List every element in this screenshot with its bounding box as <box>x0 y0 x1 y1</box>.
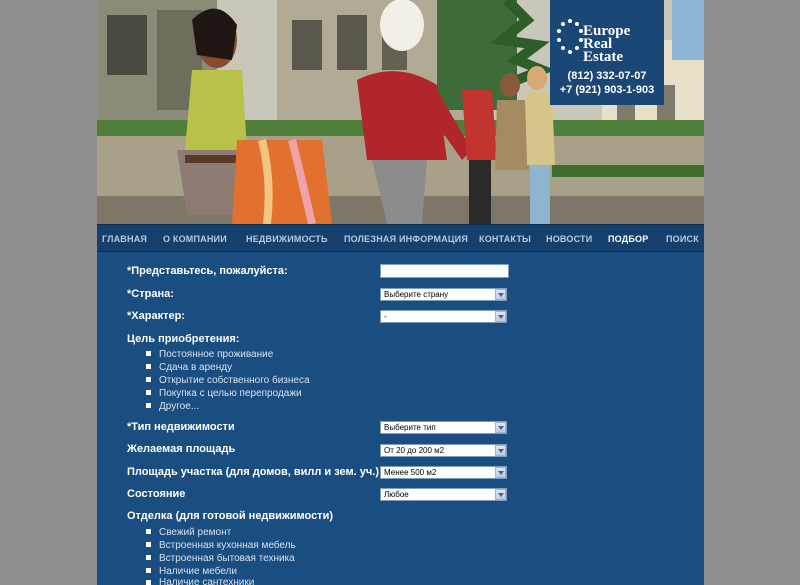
nav-useful-info[interactable]: ПОЛЕЗНАЯ ИНФОРМАЦИЯ <box>344 234 469 244</box>
area-select-value: От 20 до 200 м2 <box>384 446 445 455</box>
checkbox-purpose-3[interactable] <box>146 377 151 382</box>
finish-label: Отделка (для готовой недвижимости) <box>127 510 333 522</box>
chevron-down-icon[interactable] <box>495 422 506 433</box>
type-select[interactable] <box>380 421 507 434</box>
nav-search[interactable]: ПОИСК <box>666 234 699 244</box>
page-container <box>97 0 704 585</box>
logo-box[interactable] <box>550 0 664 105</box>
checkbox-purpose-4[interactable] <box>146 390 151 395</box>
area-select[interactable] <box>380 444 507 457</box>
logo-line-1: Europe <box>583 23 631 39</box>
purpose-option: Другое... <box>159 401 200 412</box>
chevron-down-icon[interactable] <box>495 467 506 478</box>
condition-label: Состояние <box>127 488 186 500</box>
name-input[interactable] <box>380 264 509 278</box>
checkbox-finish-5[interactable] <box>146 580 151 585</box>
nav-realty[interactable]: НЕДВИЖИМОСТЬ <box>246 234 328 244</box>
plot-select[interactable] <box>380 466 507 479</box>
checkbox-finish-2[interactable] <box>146 542 151 547</box>
checkbox-purpose-1[interactable] <box>146 351 151 356</box>
logo-text <box>583 25 630 64</box>
area-label: Желаемая площадь <box>127 443 236 455</box>
type-select-value: Выберите тип <box>384 423 436 432</box>
nav-contacts[interactable]: КОНТАКТЫ <box>479 234 532 244</box>
plot-select-value: Менее 500 м2 <box>384 468 437 477</box>
nav-home[interactable]: ГЛАВНАЯ <box>102 234 148 244</box>
finish-option: Наличие сантехники <box>159 577 255 585</box>
nav-selection[interactable]: ПОДБОР <box>608 234 649 244</box>
eu-stars-icon <box>555 18 585 58</box>
checkbox-finish-4[interactable] <box>146 568 151 573</box>
purpose-label: Цель приобретения: <box>127 333 240 345</box>
logo-line-3: Estate <box>583 49 623 65</box>
checkbox-finish-3[interactable] <box>146 555 151 560</box>
finish-option: Встроенная кухонная мебель <box>159 540 296 551</box>
country-select-value: Выберите страну <box>384 290 449 299</box>
checkbox-purpose-2[interactable] <box>146 364 151 369</box>
country-label: *Страна: <box>127 288 174 300</box>
plot-label: Площадь участка (для домов, вилл и зем. уч.) <box>127 466 380 478</box>
name-label: *Представьтесь, пожалуйста: <box>127 265 288 277</box>
logo-line-2: Real <box>583 36 613 52</box>
chevron-down-icon[interactable] <box>495 489 506 500</box>
type-label: *Тип недвижимости <box>127 421 235 433</box>
condition-select[interactable] <box>380 488 507 501</box>
nav-news[interactable]: НОВОСТИ <box>546 234 593 244</box>
character-select-value: - <box>384 312 387 321</box>
header-banner <box>97 0 704 224</box>
condition-select-value: Любое <box>384 490 409 499</box>
chevron-down-icon[interactable] <box>495 289 506 300</box>
purpose-option: Сдача в аренду <box>159 362 233 373</box>
purpose-option: Открытие собственного бизнеса <box>159 375 310 386</box>
phone-number-2: +7 (921) 903-1-903 <box>559 84 655 96</box>
checkbox-finish-1[interactable] <box>146 529 151 534</box>
phone-number-1: (812) 332-07-07 <box>567 70 647 82</box>
finish-option: Наличие мебели <box>159 566 237 577</box>
country-select[interactable] <box>380 288 507 301</box>
finish-option: Встроенная бытовая техника <box>159 553 295 564</box>
main-nav <box>97 224 704 252</box>
checkbox-purpose-5[interactable] <box>146 403 151 408</box>
character-select[interactable] <box>380 310 507 323</box>
character-label: *Характер: <box>127 310 185 322</box>
purpose-option: Покупка с целью перепродажи <box>159 388 302 399</box>
finish-option: Свежий ремонт <box>159 527 232 538</box>
chevron-down-icon[interactable] <box>495 311 506 322</box>
chevron-down-icon[interactable] <box>495 445 506 456</box>
purpose-option: Постоянное проживание <box>159 349 274 360</box>
nav-about[interactable]: О КОМПАНИИ <box>163 234 227 244</box>
